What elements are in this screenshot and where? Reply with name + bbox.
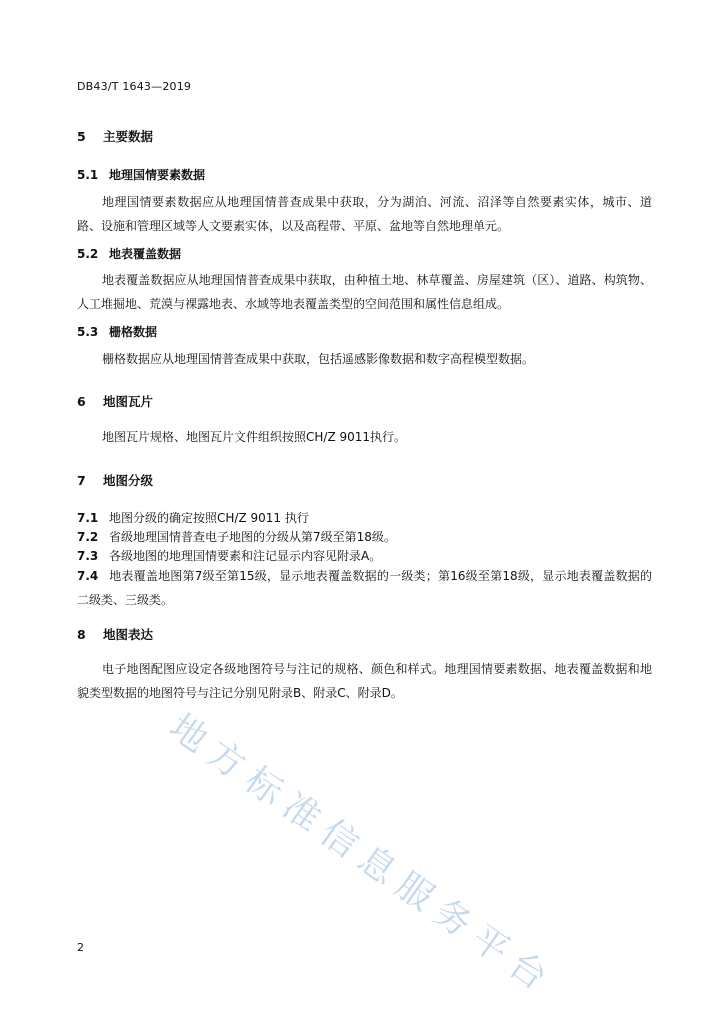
section-title: 地理国情要素数据 — [109, 168, 206, 182]
section-number: 5 — [77, 129, 86, 144]
item-number: 7.3 — [77, 549, 99, 563]
section-title: 地图瓦片 — [103, 394, 154, 409]
section-title: 地表覆盖数据 — [109, 247, 182, 261]
section-heading-5-3 — [77, 323, 157, 340]
section-number: 5.3 — [77, 325, 99, 339]
paragraph-5-1: 地理国情要素数据应从地理国情普查成果中获取，分为湖泊、河流、沼泽等自然要素实体，城市、道路、设施和管理区域等人文要素实体，以及高程带、平原、盆地等自然地理单元。 — [77, 195, 652, 233]
section-heading-5-1 — [77, 166, 205, 183]
item-number: 7.2 — [77, 530, 99, 544]
item-number: 7.1 — [77, 511, 99, 525]
item-text: 各级地图的地理国情要素和注记显示内容见附录A。 — [109, 549, 382, 563]
section-title: 主要数据 — [103, 129, 154, 144]
section-heading-8 — [77, 625, 153, 643]
paragraph-5-3: 栅格数据应从地理国情普查成果中获取，包括遥感影像数据和数字高程模型数据。 — [102, 352, 535, 366]
section-title: 地图分级 — [103, 473, 154, 488]
section-number: 7 — [77, 473, 86, 488]
paragraph-8: 电子地图配图应设定各级地图符号与注记的规格、颜色和样式。地理国情要素数据、地表覆盖数据和地貌类型数据的地图符号与注记分别见附录B、附录C、附录D。 — [77, 662, 652, 700]
list-item-7-4 — [77, 564, 652, 612]
paragraph-5-2: 地表覆盖数据应从地理国情普查成果中获取，由种植土地、林草覆盖、房屋建筑（区）、道路、构筑物、人工堆掘地、荒漠与裸露地表、水域等地表覆盖类型的空间范围和属性信息组成。 — [77, 273, 652, 311]
section-heading-5-2 — [77, 245, 181, 262]
section-number: 5.2 — [77, 247, 99, 261]
section-number: 8 — [77, 627, 86, 642]
paragraph-6: 地图瓦片规格、地图瓦片文件组织按照CH/Z 9011执行。 — [102, 430, 407, 444]
item-text: 地表覆盖地图第7级至第15级，显示地表覆盖数据的一级类；第16级至第18级，显示地表覆盖数据的二级类、三级类。 — [77, 569, 652, 607]
section-heading-6 — [77, 392, 153, 410]
section-number: 6 — [77, 394, 86, 409]
section-title: 栅格数据 — [109, 325, 158, 339]
section-heading-7 — [77, 471, 153, 489]
item-text: 地图分级的确定按照CH/Z 9011 执行 — [109, 511, 309, 525]
watermark-text: 地方标准信息服务平台 — [161, 706, 563, 1004]
item-number: 7.4 — [77, 569, 99, 583]
section-title: 地图表达 — [103, 627, 154, 642]
item-text: 省级地理国情普查电子地图的分级从第7级至第18级。 — [109, 530, 396, 544]
section-number: 5.1 — [77, 168, 99, 182]
page-number: 2 — [77, 941, 84, 954]
document-code-header: DB43/T 1643—2019 — [77, 80, 192, 93]
section-heading-5 — [77, 127, 153, 145]
